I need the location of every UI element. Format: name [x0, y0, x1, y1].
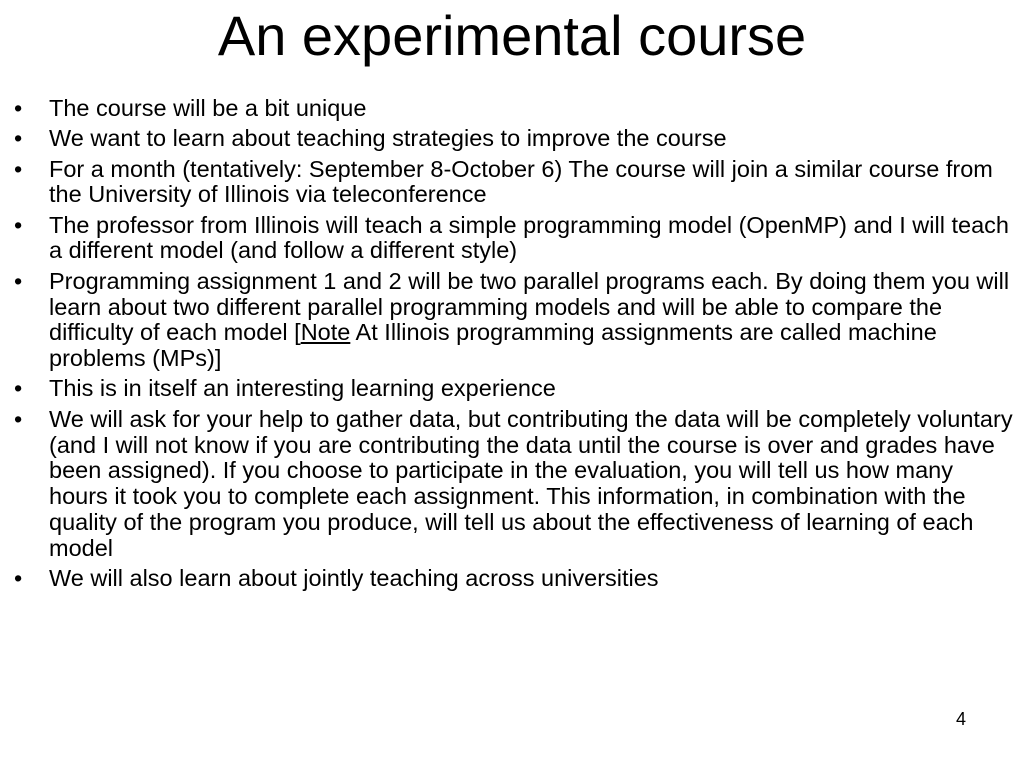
bullet-item — [14, 126, 1018, 152]
bullet-icon: • — [14, 267, 23, 294]
bullet-text — [49, 268, 1009, 371]
bullet-text: We will ask for your help to gather data, but contributing the data will be completely voluntary (and I will not know if you are contributing the data until the course is over and grades have been assigned). If you choose to participate in the evaluation, you will tell us how many hours it took you to complete each assignment. This information, in combination with the quality of the program you produce, will tell us about the effectiveness of learning of each model — [49, 405, 1013, 561]
bullet-item — [14, 566, 1018, 592]
bullet-icon: • — [14, 375, 23, 402]
slide-title: An experimental course — [217, 4, 807, 67]
bullet-icon: • — [14, 565, 23, 592]
slide-number: 4 — [955, 709, 966, 729]
bullet-item — [14, 407, 1018, 562]
bullet-item — [14, 376, 1018, 402]
bullet-icon: • — [14, 211, 23, 238]
bullet-icon: • — [14, 155, 23, 182]
bullet-text-after-note: At Illinois programming assignments are called machine problems (MPs)] — [49, 319, 937, 372]
bullet-icon: • — [14, 95, 23, 121]
bullet-text-before-note: Programming assignment 1 and 2 will be two parallel programs each. By doing them you will learn about two different parallel programming models and will be able to compare the difficulty of each model [ — [49, 267, 1010, 346]
bullet-item — [14, 269, 1018, 372]
bullet-text: For a month (tentatively: September 8-October 6) The course will join a similar course from the University of Illinois via teleconference — [49, 155, 993, 208]
bullet-icon: • — [14, 405, 23, 432]
bullet-list — [14, 96, 1018, 596]
bullet-text: The course will be a bit unique — [49, 95, 367, 121]
bullet-text: The professor from Illinois will teach a simple programming model (OpenMP) and I will teach a different model (and follow a different style) — [49, 211, 1009, 264]
bullet-text: We will also learn about jointly teaching across universities — [49, 565, 659, 592]
bullet-item — [14, 96, 1018, 122]
note-link[interactable]: Note — [300, 319, 351, 346]
bullet-item — [14, 213, 1018, 265]
bullet-text: This is in itself an interesting learning experience — [49, 375, 556, 402]
bullet-icon: • — [14, 125, 23, 152]
bullet-text: We want to learn about teaching strategies to improve the course — [49, 125, 727, 152]
bullet-item — [14, 157, 1018, 209]
